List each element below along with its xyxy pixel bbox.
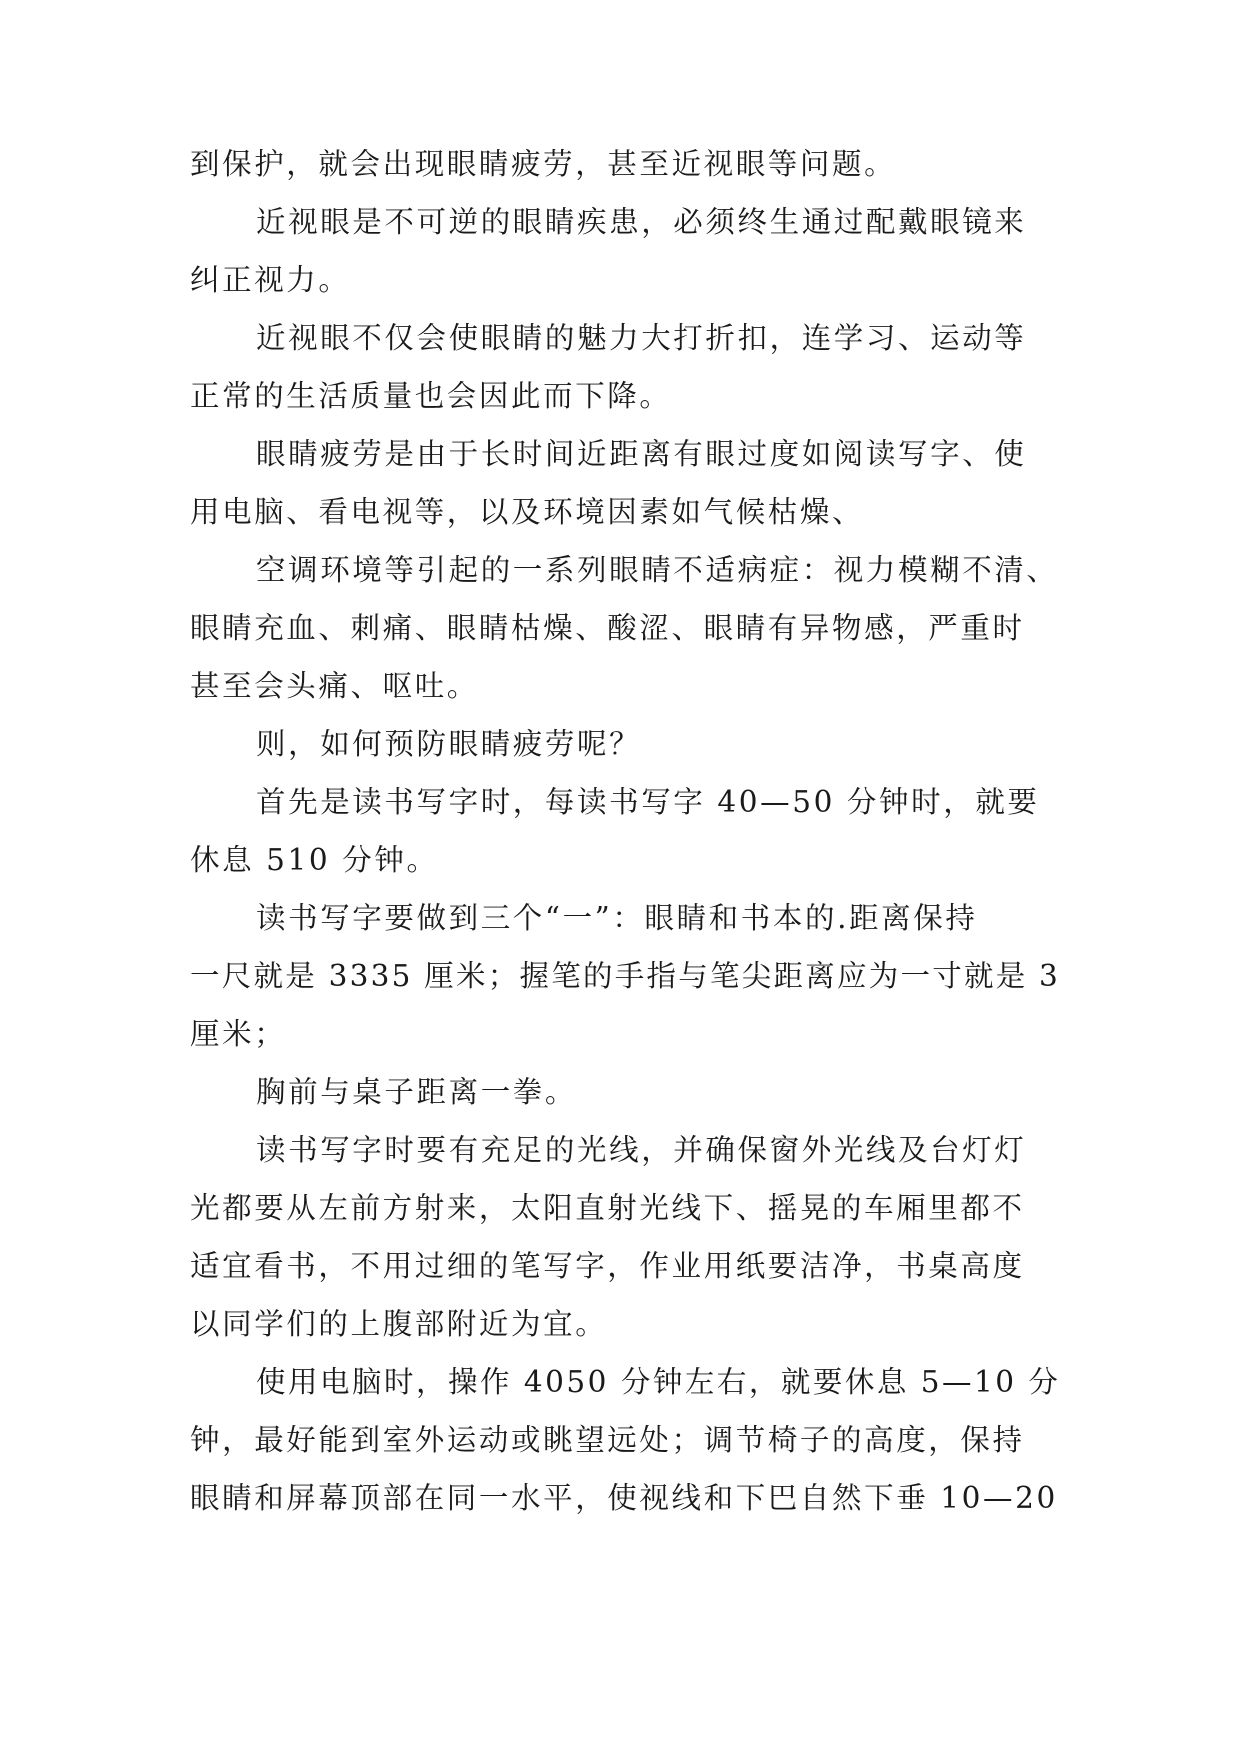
text-line: 眼睛疲劳是由于长时间近距离有眼过度如阅读写字、使 [256,437,1027,471]
text-line: 一尺就是 3335 厘米；握笔的手指与笔尖距离应为一寸就是 3 [190,959,1061,993]
text-line: 读书写字时要有充足的光线，并确保窗外光线及台灯灯 [256,1133,1027,1167]
text-line: 眼睛充血、刺痛、眼睛枯燥、酸涩、眼睛有异物感，严重时 [190,611,1025,645]
text-line: 用电脑、看电视等，以及环境因素如气候枯燥、 [190,495,865,529]
text-line: 近视眼是不可逆的眼睛疾患，必须终生通过配戴眼镜来 [256,205,1027,239]
text-line: 适宜看书，不用过细的笔写字，作业用纸要洁净，书桌高度 [190,1249,1025,1283]
text-line: 则，如何预防眼睛疲劳呢？ [256,727,642,761]
text-line: 正常的生活质量也会因此而下降。 [190,379,672,413]
text-line: 读书写字要做到三个“一”：眼睛和书本的.距离保持 [256,901,978,935]
text-line: 空调环境等引起的一系列眼睛不适病症：视力模糊不清、 [256,553,1059,587]
text-line: 钟，最好能到室外运动或眺望远处；调节椅子的高度，保持 [190,1423,1025,1457]
text-line: 到保护，就会出现眼睛疲劳，甚至近视眼等问题。 [190,147,897,181]
text-line: 眼睛和屏幕顶部在同一水平，使视线和下巴自然下垂 10—20 [190,1481,1058,1515]
text-line: 甚至会头痛、呕吐。 [190,669,479,703]
text-line: 首先是读书写字时，每读书写字 40—50 分钟时，就要 [256,785,1040,819]
text-line: 休息 510 分钟。 [190,843,439,877]
text-line: 使用电脑时，操作 4050 分钟左右，就要休息 5—10 分 [256,1365,1061,1399]
text-line: 光都要从左前方射来，太阳直射光线下、摇晃的车厢里都不 [190,1191,1025,1225]
text-line: 胸前与桌子距离一拳。 [256,1075,578,1109]
text-line: 厘米； [190,1017,287,1051]
text-line: 近视眼不仅会使眼睛的魅力大打折扣，连学习、运动等 [256,321,1027,355]
text-line: 纠正视力。 [190,263,351,297]
text-line: 以同学们的上腹部附近为宜。 [190,1307,608,1341]
